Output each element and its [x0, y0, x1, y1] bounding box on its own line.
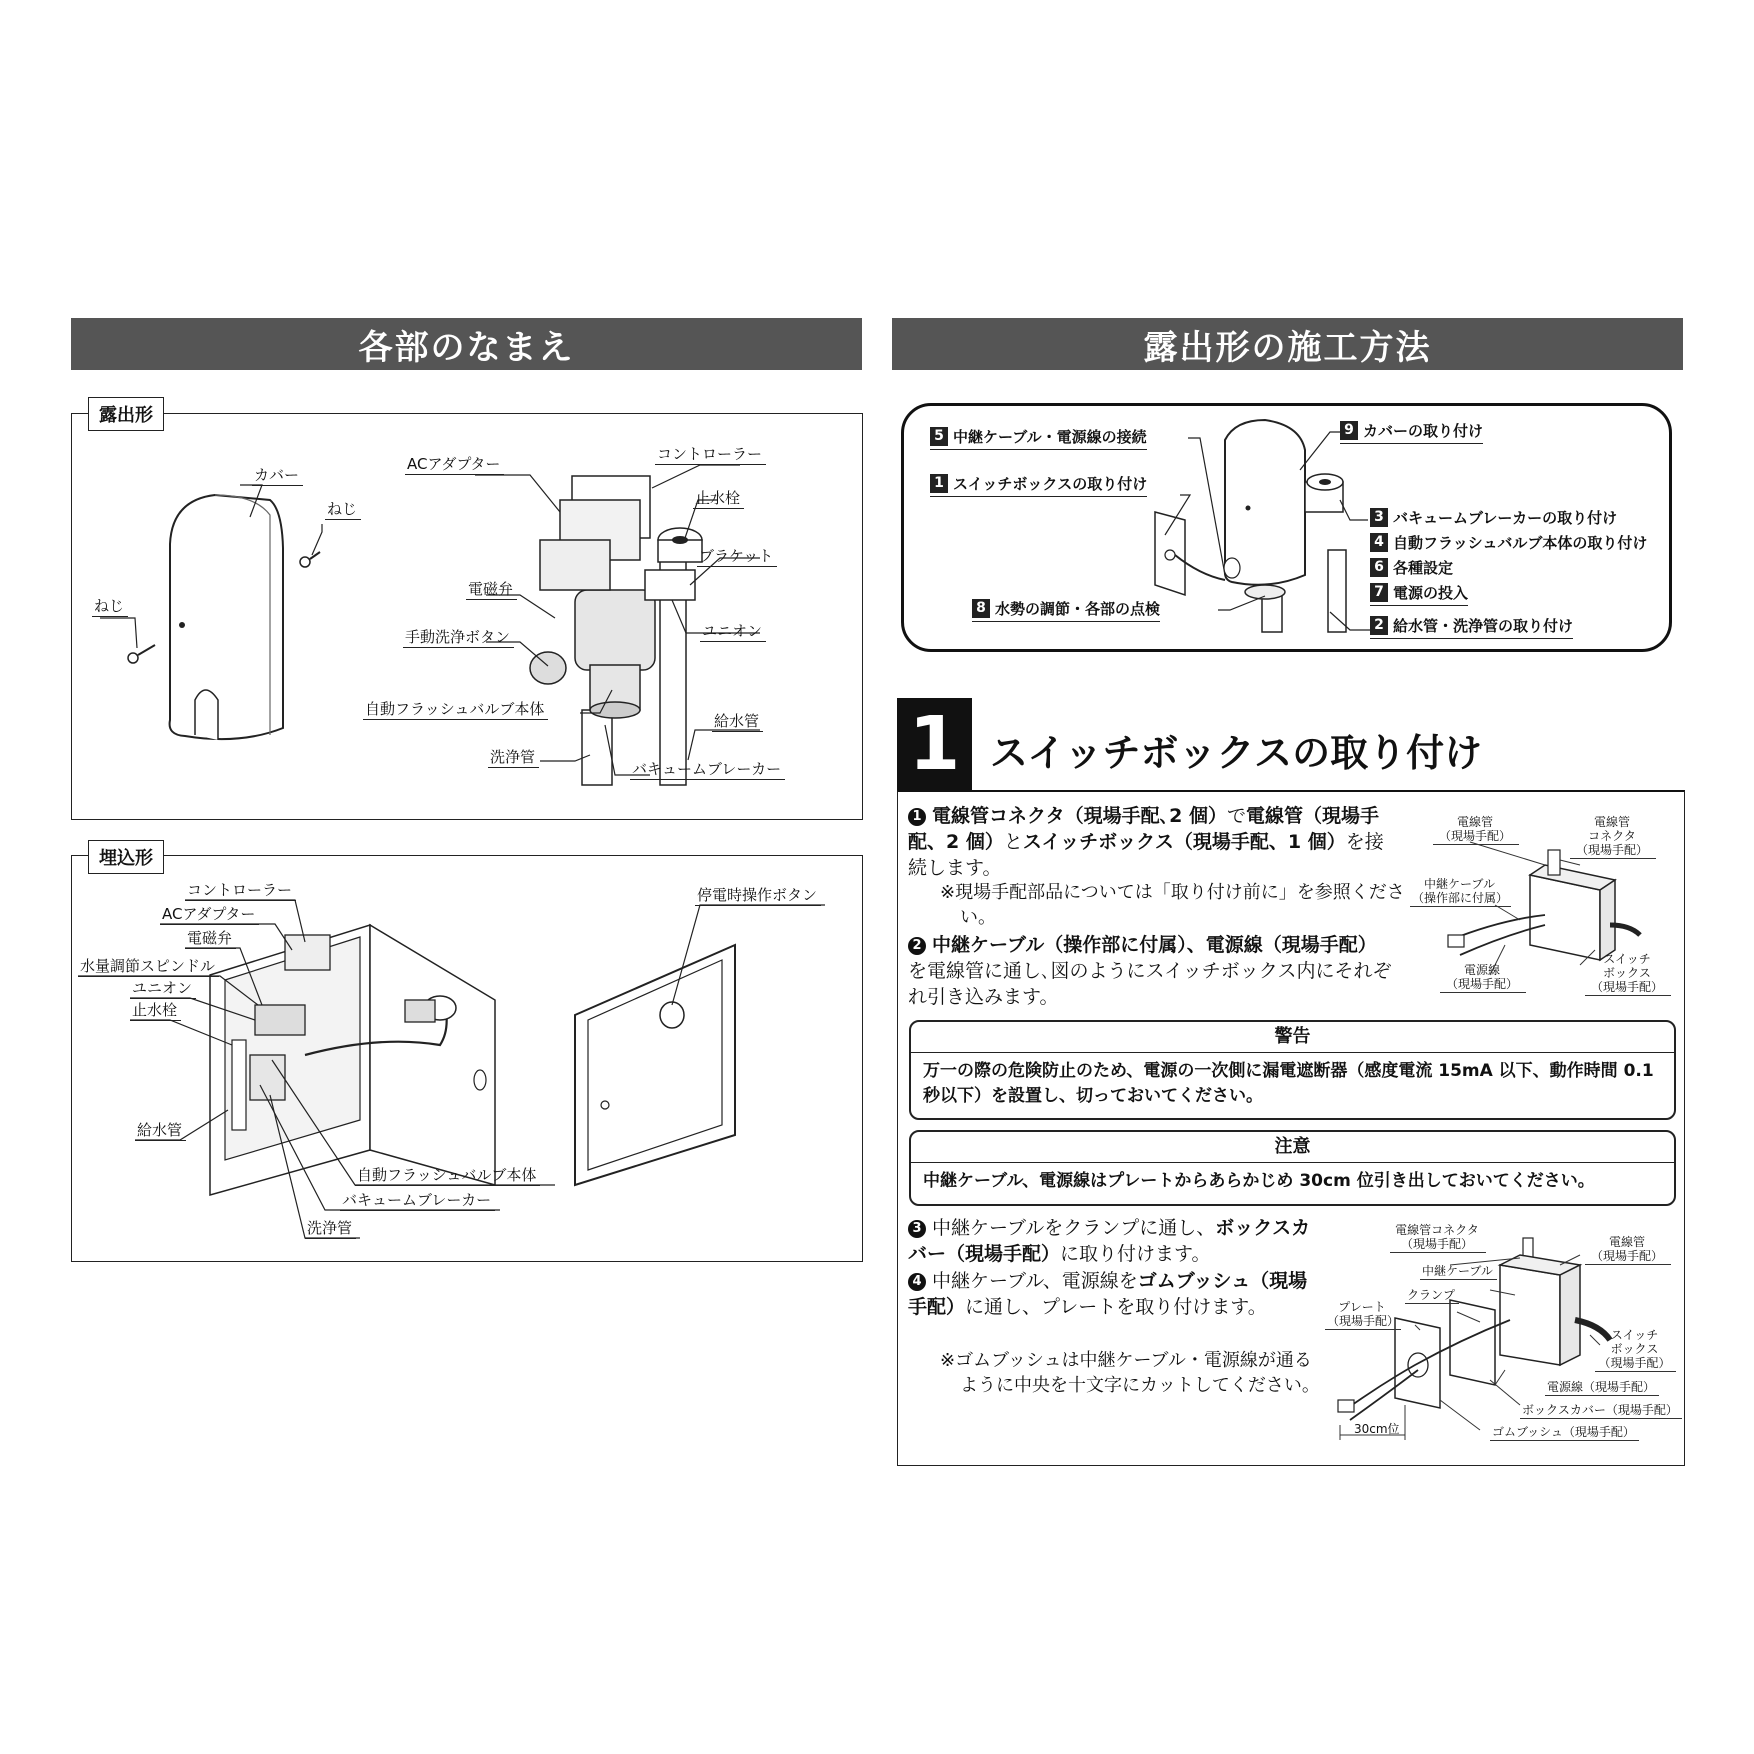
exposed-label-bracket: ブラケット [697, 547, 777, 567]
exposed-label-flush: 洗浄管 [488, 748, 539, 768]
p1-pre: 電線管コネクタ（現場手配､2 個） [932, 805, 1227, 827]
embedded-label-supply: 給水管 [135, 1121, 186, 1141]
step-3-text: バキュームブレーカーの取り付け [1393, 509, 1618, 527]
step-8-text: 水勢の調節・各部の点検 [995, 600, 1161, 618]
embedded-label-stopcock: 止水栓 [130, 1001, 181, 1021]
fig1-power-label: 電源線 （現場手配） [1440, 963, 1526, 993]
bullet-2-icon: 2 [908, 937, 926, 955]
p3-b: ボックスカバー（現場手配） [908, 1217, 1311, 1265]
p2-a: 中継ケーブル（操作部に付属）、電源線（現場手配） [932, 934, 1377, 956]
exposed-label-controller: コントローラー [655, 445, 766, 465]
embedded-label-ac: ACアダプター [160, 905, 259, 925]
step-9-number: 9 [1340, 421, 1358, 440]
step-4-text: 自動フラッシュバルブ本体の取り付け [1393, 534, 1648, 552]
caution-body: 中継ケーブル、電源線はプレートからあらかじめ 30cm 位引き出しておいてください。 [923, 1171, 1595, 1191]
left-header: 各部のなまえ [71, 318, 862, 370]
embedded-label-valve: 自動フラッシュバルブ本体 [355, 1166, 540, 1186]
exposed-label-ac: ACアダプター [405, 455, 504, 475]
right-header: 露出形の施工方法 [892, 318, 1683, 370]
step-5-text: 中継ケーブル・電源線の接続 [953, 428, 1147, 446]
p4-c: に通し、プレートを取り付けます。 [965, 1296, 1267, 1318]
exposed-label-screw-top: ねじ [325, 500, 361, 520]
caution-title: 注意 [911, 1132, 1674, 1163]
exposed-label-screw-left: ねじ [92, 597, 128, 617]
fig2-conduit-label: 電線管 （現場手配） [1585, 1235, 1671, 1265]
step-5-number: 5 [930, 427, 948, 446]
step-9-text: カバーの取り付け [1363, 422, 1484, 440]
exposed-label-valve: 自動フラッシュバルブ本体 [363, 700, 548, 720]
embedded-label-flush: 洗浄管 [305, 1219, 356, 1239]
bullet-3-icon: 3 [908, 1220, 926, 1238]
fig2-relay-label: 中継ケーブル [1420, 1264, 1497, 1280]
exposed-label-solenoid: 電磁弁 [466, 580, 517, 600]
embedded-label-union: ユニオン [130, 979, 196, 999]
step-1-number: 1 [930, 474, 948, 493]
p1-e: を接続します。 [908, 831, 1384, 879]
p4-b: ゴムブッシュ（現場手配） [908, 1270, 1308, 1318]
embedded-label-outage: 停電時操作ボタン [695, 886, 821, 906]
p1-a: で [1226, 805, 1246, 827]
step-2-number: 2 [1370, 616, 1388, 635]
step-3-number: 3 [1370, 508, 1388, 527]
note-1: ※現場手配部品については「取り付け前に」を参照ください。 [940, 882, 1405, 928]
step-7-text: 電源の投入 [1393, 584, 1469, 602]
p1-c: と [1003, 831, 1023, 853]
fig2-power-label: 電源線（現場手配） [1545, 1380, 1659, 1396]
step-8-number: 8 [972, 599, 990, 618]
exposed-label-cover: カバー [252, 466, 303, 486]
fig2-dim-label: 30cm位 [1354, 1422, 1400, 1436]
exposed-label-stopcock: 止水栓 [693, 489, 744, 509]
bullet-4-icon: 4 [908, 1273, 926, 1291]
embedded-label-solenoid: 電磁弁 [185, 929, 236, 949]
exposed-label-union: ユニオン [700, 622, 766, 642]
fig1-connector-label: 電線管 コネクタ （現場手配） [1570, 815, 1656, 859]
p1-d: スイッチボックス（現場手配、1 個） [1022, 831, 1346, 853]
fig2-plate-label: プレート （現場手配） [1327, 1300, 1400, 1328]
fig1-conduit-label: 電線管 （現場手配） [1433, 815, 1519, 845]
fig1-relay-label: 中継ケーブル （操作部に付属） [1410, 877, 1511, 907]
fig2-switchbox-label: スイッチ ボックス （現場手配） [1595, 1328, 1676, 1372]
note-2: ※ゴムブッシュは中継ケーブル・電源線が通るように中央を十文字にカットしてください。 [940, 1350, 1320, 1396]
embedded-tag: 埋込形 [88, 840, 164, 874]
step-4-number: 4 [1370, 533, 1388, 552]
warning-title: 警告 [911, 1022, 1674, 1053]
p1-b: 電線管（現場手配、2 個） [908, 805, 1379, 853]
p3-a: 中継ケーブルをクランプに通し、 [932, 1217, 1216, 1239]
fig2-connector-label: 電線管コネクタ （現場手配） [1390, 1223, 1486, 1253]
exposed-label-supply: 給水管 [712, 712, 763, 732]
embedded-label-spindle: 水量調節スピンドル [78, 957, 219, 977]
fig2-boxcover-label: ボックスカバー（現場手配） [1520, 1403, 1682, 1419]
exposed-label-vacuum: バキュームブレーカー [630, 760, 785, 780]
section-1-title: スイッチボックスの取り付け [990, 731, 1483, 775]
step-6-number: 6 [1370, 558, 1388, 577]
p4-a: 中継ケーブル、電源線を [932, 1270, 1138, 1292]
section-1-number: 1 [897, 698, 972, 790]
fig2-bush-label: ゴムブッシュ（現場手配） [1490, 1425, 1639, 1441]
p3-c: に取り付けます。 [1060, 1243, 1211, 1265]
step-2-text: 給水管・洗浄管の取り付け [1393, 617, 1574, 635]
step-1-text: スイッチボックスの取り付け [953, 475, 1148, 493]
embedded-label-controller: コントローラー [185, 881, 296, 901]
step-6-text: 各種設定 [1393, 559, 1454, 577]
exposed-tag: 露出形 [88, 397, 164, 431]
p2-b: を電線管に通し､図のようにスイッチボックス内にそれぞれ引き込みます。 [908, 960, 1392, 1008]
exposed-label-manual: 手動洗浄ボタン [403, 628, 514, 648]
step-7-number: 7 [1370, 583, 1388, 602]
bullet-1-icon: 1 [908, 808, 926, 826]
fig2-clamp-label: クランプ [1405, 1288, 1459, 1304]
warning-body: 万一の際の危険防止のため、電源の一次側に漏電遮断器（感度電流 15mA 以下、動作時間 0.1 秒以下）を設置し、切っておいてください。 [923, 1061, 1654, 1106]
fig1-switchbox-label: スイッチ ボックス （現場手配） [1585, 952, 1671, 996]
embedded-label-vacuum: バキュームブレーカー [340, 1191, 495, 1211]
